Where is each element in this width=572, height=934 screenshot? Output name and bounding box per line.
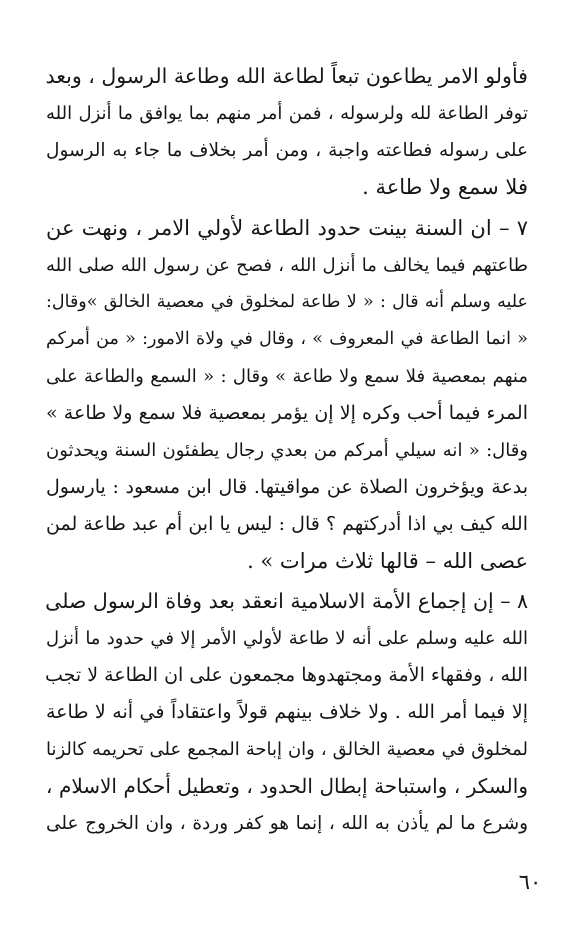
text-line: ٧ – ان السنة بينت حدود الطاعة لأولي الامر ، ونهت عن [46,216,528,240]
text-line: الله عليه وسلم على أنه لا طاعة لأولي الأمر إلا في حدود ما أنزل [46,628,528,649]
text-line: « انما الطاعة في المعروف » ، وقال في ولاة الامور: « من أمركم [46,329,528,349]
text-line: الله ، وفقهاء الأمة ومجتهدوها مجمعون على ان الطاعة لا تجب [44,664,528,686]
text-line: توفر الطاعة لله ولرسوله ، فمن أمر منهم بما يوافق ما أنزل الله [46,103,528,124]
text-line: وقال: « انه سيلي أمركم من بعدي رجال يطفئون السنة ويحدثون [46,440,528,461]
text-line: ٨ – إن إجماع الأمة الاسلامية انعقد بعد وفاة الرسول صلى [45,589,528,613]
text-line: فلا سمع ولا طاعة . [362,175,528,199]
paragraph-point-8-consensus [46,583,528,842]
text-line: فأولو الامر يطاعون تبعاً لطاعة الله وطاعة الرسول ، وبعد [45,64,528,88]
text-line: وشرع ما لم يأذن به الله ، إنما هو كفر وردة ، وان الخروج على [46,813,528,834]
text-line: عليه وسلم أنه قال : « لا طاعة لمخلوق في معصية الخالق »وقال: [46,292,528,312]
text-line: والسكر ، واستباحة إبطال الحدود ، وتعطيل أحكام الاسلام ، [46,774,528,798]
text-line: المرء فيما أحب وكره إلا إن يؤمر بمعصية فلا سمع ولا طاعة » [46,402,528,424]
text-line: الله كيف بي اذا أدركتهم ؟ قال : ليس يا ابن أم عبد طاعة لمن [46,513,528,535]
text-line: عصى الله – قالها ثلاث مرات » . [247,549,528,573]
page-number: ٦٠ [518,870,542,894]
text-line: لمخلوق في معصية الخالق ، وان إباحة المجمع على تحريمه كالزنا [46,739,528,760]
text-line: إلا فيما أمر الله . ولا خلاف بينهم قولاً واعتقاداً في أنه لا طاعة [46,701,528,723]
text-line: بدعة ويؤخرون الصلاة عن مواقيتها. قال ابن مسعود : يارسول [46,476,528,498]
paragraph-obedience-to-rulers [46,58,528,206]
text-line: طاعتهم فيما يخالف ما أنزل الله ، فصح عن رسول الله صلى الله [46,255,528,276]
text-line: منهم بمعصية فلا سمع ولا طاعة » وقال : « السمع والطاعة على [46,366,528,387]
text-line: على رسوله فطاعته واجبة ، ومن أمر بخلاف ما جاء به الرسول [46,140,528,161]
paragraph-point-7-sunnah [46,210,528,580]
